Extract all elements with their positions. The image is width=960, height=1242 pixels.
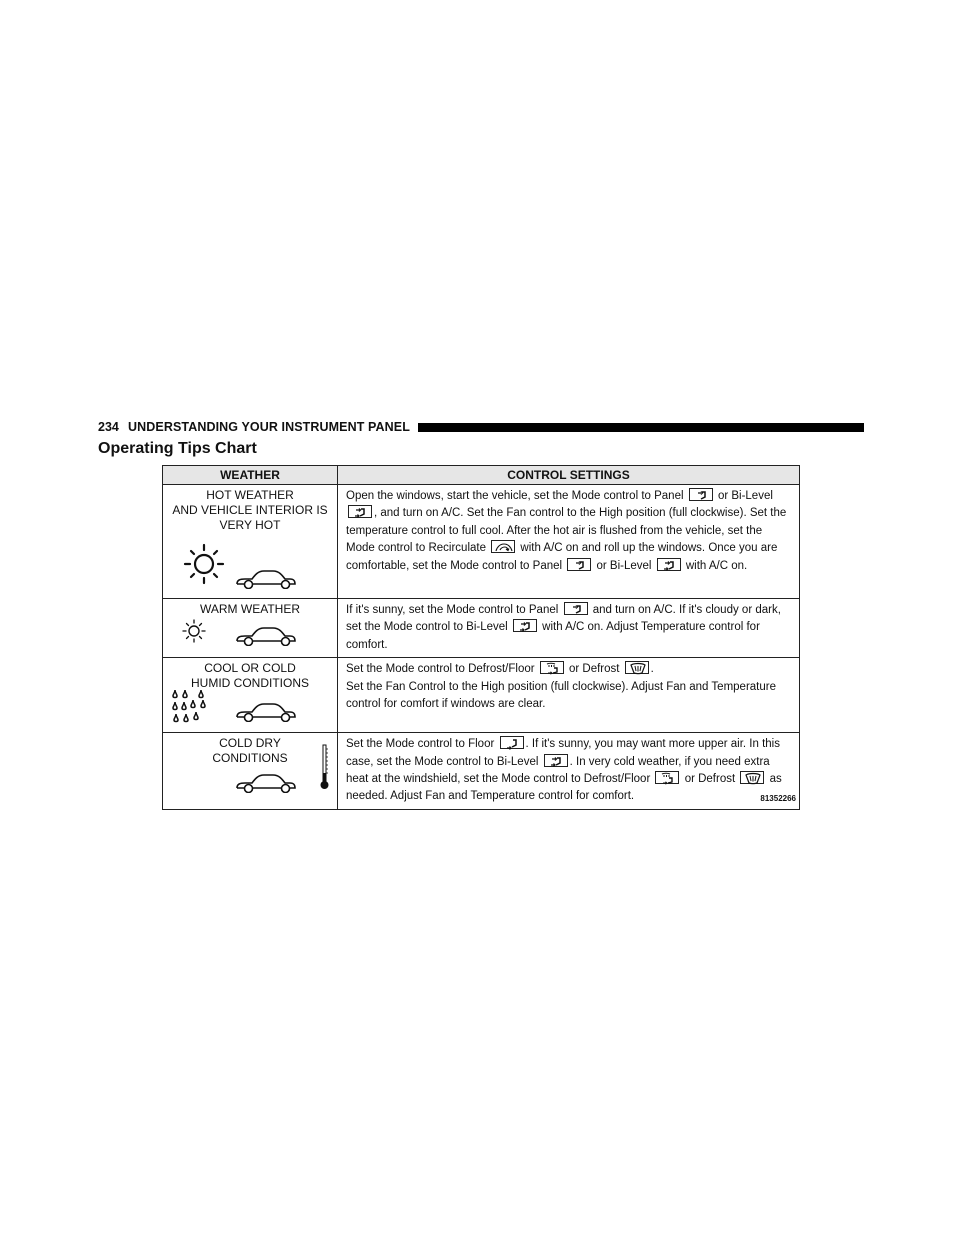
defrost-icon bbox=[625, 661, 649, 674]
weather-cell bbox=[163, 599, 338, 658]
column-header-control-settings: CONTROL SETTINGS bbox=[338, 466, 800, 485]
defrost-floor-icon bbox=[655, 771, 679, 784]
section-title: Operating Tips Chart bbox=[98, 440, 257, 457]
car-icon bbox=[235, 700, 297, 722]
control-settings-cell: If it's sunny, set the Mode control to Panel and turn on A/C. If it's cloudy or dark, set the Mode control to Bi-Level with A/C on. Adjust Temperature control for comfort. bbox=[338, 599, 800, 658]
weather-label: COOL OR COLD HUMID CONDITIONS bbox=[191, 661, 309, 691]
running-head: UNDERSTANDING YOUR INSTRUMENT PANEL bbox=[128, 420, 410, 434]
floor-mode-icon bbox=[500, 736, 524, 749]
raindrops-icon bbox=[171, 688, 211, 726]
car-icon bbox=[235, 624, 297, 646]
defrost-icon bbox=[740, 771, 764, 784]
control-settings-cell: Open the windows, start the vehicle, set the Mode control to Panel or Bi-Level , and turn on A/C. Set the Fan control to the High position (full clockwise). Set the temperature control to full cool. After the hot air is flushed from the vehicle, set the Mode control to Recirculate with A/C on and roll up the windows. Once you are comfortable, set the Mode control to Panel or Bi-Level with A/C on. bbox=[338, 485, 800, 599]
panel-mode-icon bbox=[564, 602, 588, 615]
sun-icon bbox=[181, 541, 227, 587]
panel-mode-icon bbox=[567, 558, 591, 571]
bi-level-mode-icon bbox=[513, 619, 537, 632]
recirculate-icon bbox=[491, 540, 515, 553]
header-rule bbox=[418, 423, 864, 432]
weather-cell bbox=[163, 733, 338, 810]
weather-cell bbox=[163, 485, 338, 599]
weather-label: COLD DRY CONDITIONS bbox=[212, 736, 288, 766]
weather-label: WARM WEATHER bbox=[200, 602, 300, 616]
operating-tips-table bbox=[162, 465, 800, 810]
small-sun-icon bbox=[181, 618, 207, 644]
weather-cell bbox=[163, 658, 338, 733]
table-row bbox=[163, 658, 800, 733]
car-icon bbox=[235, 771, 297, 793]
defrost-floor-icon bbox=[540, 661, 564, 674]
control-settings-cell: Set the Mode control to Floor . If it's sunny, you may want more upper air. In this case, set the Mode control to Bi-Level . In very cold weather, if you need extra heat at the windshield, set the Mode control to Defrost/Floor or Defrost as needed. Adjust Fan and Temperature control for comfort. 81352266 bbox=[338, 733, 800, 810]
panel-mode-icon bbox=[689, 488, 713, 501]
weather-label: HOT WEATHER AND VEHICLE INTERIOR IS VERY HOT bbox=[172, 488, 328, 532]
table-row bbox=[163, 599, 800, 658]
thermometer-icon bbox=[319, 743, 331, 791]
bi-level-mode-icon bbox=[544, 754, 568, 767]
control-settings-cell: Set the Mode control to Defrost/Floor or Defrost . Set the Fan Control to the High position (full clockwise). Adjust Fan and Temperature control for comfort if windows are clear. bbox=[338, 658, 800, 733]
column-header-weather: WEATHER bbox=[163, 466, 338, 485]
page-header bbox=[98, 419, 864, 439]
figure-code: 81352266 bbox=[760, 794, 796, 804]
table-row bbox=[163, 485, 800, 599]
page-number: 234 bbox=[98, 420, 119, 434]
bi-level-mode-icon bbox=[657, 558, 681, 571]
car-icon bbox=[235, 567, 297, 589]
table-row bbox=[163, 733, 800, 810]
bi-level-mode-icon bbox=[348, 505, 372, 518]
table-header-row bbox=[163, 466, 800, 485]
